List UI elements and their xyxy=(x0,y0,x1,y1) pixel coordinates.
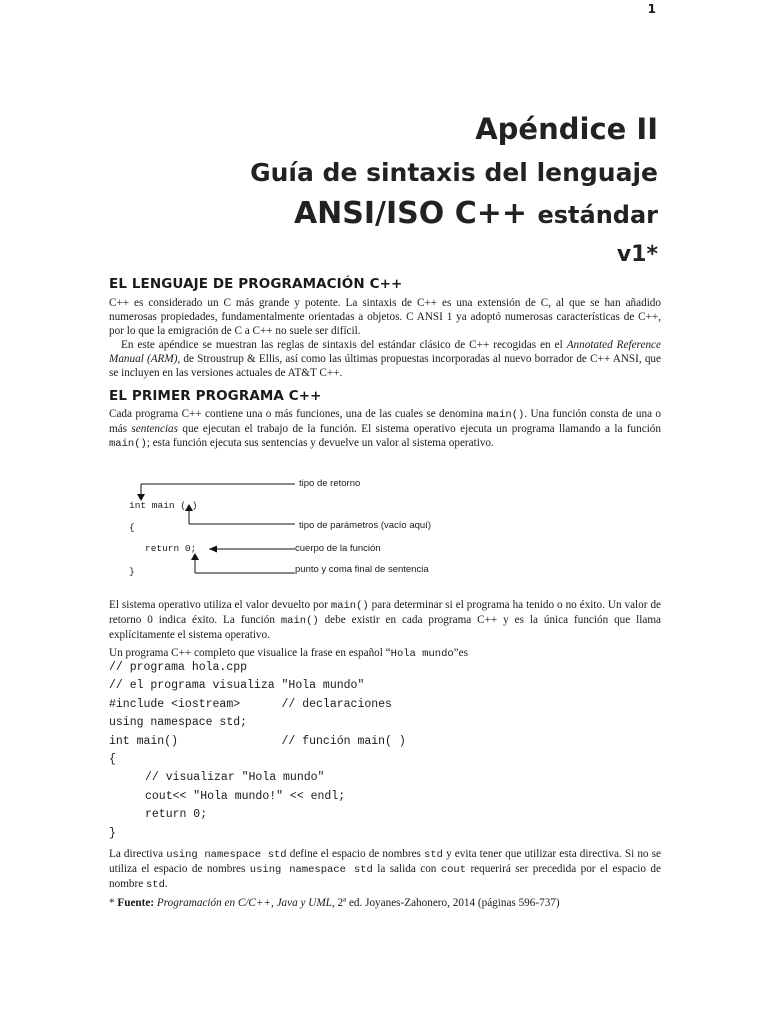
namespace-text-e: requerirá ser precedida por el espacio de nombre xyxy=(109,863,661,890)
paragraph-arm xyxy=(109,338,661,380)
hello-intro-text-a: Un programa C++ completo que visualice la frase en español “ xyxy=(109,647,391,659)
paragraph-arm-text-b: de Stroustrup & Ellis, así como las últimas propuestas incorporadas al nuevo borrador de C++ ANSI, que se incluyen en las versiones actuales de AT&T C++. xyxy=(109,353,661,379)
code-listing xyxy=(109,661,661,845)
diagram-code-line-4: } xyxy=(129,566,135,577)
document-subtitle: Guía de sintaxis del lenguaje xyxy=(250,158,658,187)
namespace-text-f: . xyxy=(164,878,168,890)
functions-text-b: . Una función consta de una o más xyxy=(109,408,661,435)
code-line: // el programa visualiza "Hola mundo" xyxy=(109,679,365,693)
section-first-program xyxy=(109,388,661,451)
diagram-code-line-1: int main ( ) xyxy=(129,500,198,511)
paragraph-functions xyxy=(109,407,661,451)
namespace-code-4: cout xyxy=(440,864,467,876)
namespace-text-a: La directiva xyxy=(109,848,167,860)
code-line: // visualizar "Hola mundo" xyxy=(145,771,325,785)
namespace-code-5: std xyxy=(145,879,165,891)
functions-text-c: que ejecutan el trabajo de la función. El sistema operativo ejecuta un programa llamando a la función xyxy=(178,423,661,435)
code-line: // programa hola.cpp xyxy=(109,661,248,674)
paragraph-return-value xyxy=(109,598,661,642)
footnote-label: Fuente: xyxy=(117,897,155,909)
section-heading-language: EL LENGUAJE DE PROGRAMACIÓN C++ xyxy=(109,276,403,292)
code-line: cout<< "Hola mundo!" << endl; xyxy=(145,789,346,803)
code-line: int main() // función main( ) xyxy=(109,734,406,748)
return-text-b: para determinar si el programa ha tenido o no éxito. Un valor de retorno 0 indica éxito. La función xyxy=(109,599,662,626)
namespace-text-b: define el espacio de nombres xyxy=(286,848,425,860)
section-heading-first-program: EL PRIMER PROGRAMA C++ xyxy=(109,388,322,404)
paragraph-namespace xyxy=(109,847,661,892)
footnote-star: * xyxy=(109,897,115,909)
section-namespace xyxy=(109,847,661,892)
functions-code-main: main() xyxy=(486,409,525,421)
diagram-code-line-3: return 0; xyxy=(145,543,197,554)
namespace-code-2: std xyxy=(424,849,443,861)
code-line: { xyxy=(109,752,116,766)
footnote-source: Programación en C/C++, Java y UML, xyxy=(156,897,335,909)
footnote-rest: 2ª ed. Joyanes-Zahonero, 2014 (páginas 596-737) xyxy=(334,897,560,909)
functions-code-main-2: main() xyxy=(109,438,147,450)
functions-text-a: Cada programa C++ contiene una o más funciones, una de las cuales se denomina xyxy=(109,408,487,420)
namespace-code-1: using namespace std xyxy=(166,849,287,861)
namespace-code-3: using namespace std xyxy=(249,864,373,876)
footnote xyxy=(109,896,661,910)
return-code-main: main() xyxy=(330,600,369,612)
version-label: v1* xyxy=(616,242,658,267)
paragraph-arm-text-a: En este apéndice se muestran las reglas de sintaxis del estándar clásico de C++ recogidas en el xyxy=(121,339,567,351)
diagram-code-line-2: { xyxy=(129,522,135,533)
functions-emphasis: sentencias xyxy=(131,423,179,435)
return-text-a: El sistema operativo utiliza el valor devuelto por xyxy=(109,599,331,611)
page-number: 1 xyxy=(647,2,656,16)
appendix-label: Apéndice II xyxy=(475,112,658,146)
title-main-text: ANSI/ISO C++ xyxy=(293,196,528,231)
section-language xyxy=(109,276,661,380)
hello-intro-text-b: ”es xyxy=(453,647,468,659)
document-title xyxy=(294,196,658,231)
code-line: return 0; xyxy=(145,808,208,822)
paragraph-arm-emphasis: Annotated Reference Manual (ARM), xyxy=(109,339,661,365)
functions-text-d: ; esta función ejecuta sus sentencias y devuelve un valor al sistema operativo. xyxy=(146,437,494,449)
paragraph-intro: C++ es considerado un C más grande y potente. La sintaxis de C++ es una extensión de C, al que se han añadido numerosas propiedades, fundamentalmente orientadas a objetos. C ANSI 1 ya adoptó numerosas características de C++, por lo que la emigración de C a C++ no suele ser difícil. xyxy=(109,297,661,337)
label-function-body: cuerpo de la función xyxy=(295,543,381,554)
function-anatomy-diagram xyxy=(109,476,669,586)
hello-intro-code: Hola mundo xyxy=(390,648,454,660)
namespace-text-c: y evita tener que utilizar esta directiva. Si no se utiliza el espacio de nombres xyxy=(109,848,661,875)
return-text-c: debe existir en cada programa C++ y es la única función que llama explícitamente el sistema operativo. xyxy=(109,614,662,641)
code-line: } xyxy=(109,826,116,840)
namespace-text-d: la salida con xyxy=(372,863,441,875)
code-line: #include <iostream> // declaraciones xyxy=(109,697,392,711)
label-semicolon: punto y coma final de sentencia xyxy=(295,564,429,575)
code-line: using namespace std; xyxy=(109,716,248,730)
title-suffix-text: estándar xyxy=(537,201,658,229)
return-code-main-2: main() xyxy=(280,615,319,627)
section-return-value xyxy=(109,598,661,661)
label-return-type: tipo de retorno xyxy=(299,478,361,489)
label-parameters: tipo de parámetros (vacío aquí) xyxy=(299,520,432,531)
paragraph-hello-intro xyxy=(109,646,661,661)
